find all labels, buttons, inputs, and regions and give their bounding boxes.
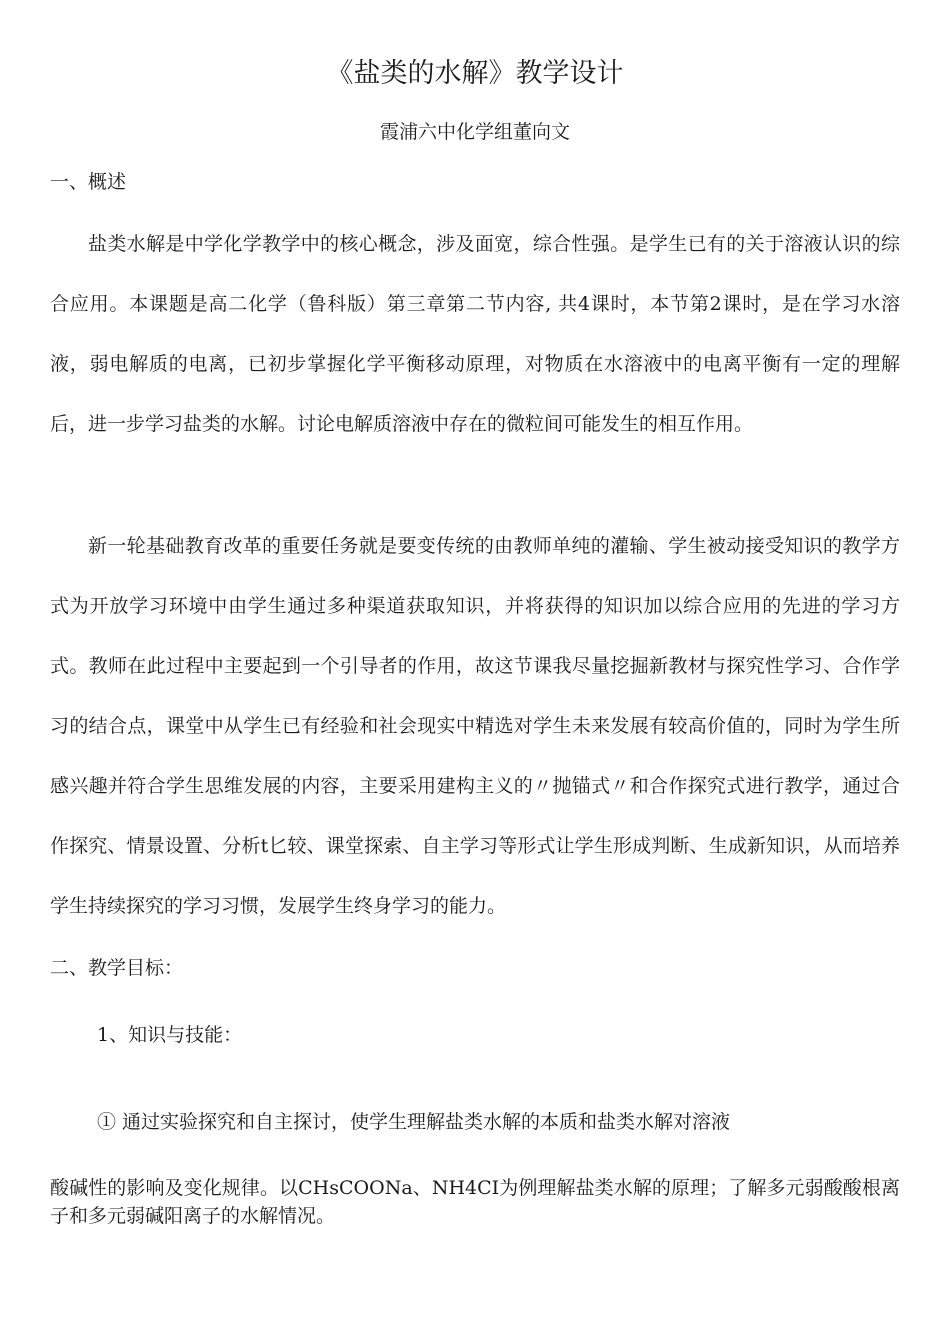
goal-subheading-knowledge: 1、知识与技能： bbox=[97, 1024, 243, 1046]
document-author: 霞浦六中化学组董向文 bbox=[379, 121, 570, 143]
document-title: 《盐类的水解》教学设计 bbox=[326, 58, 624, 89]
section-heading-overview: 一、概述 bbox=[50, 171, 127, 193]
goal-item-1-first-line: ① 通过实验探究和自主探讨，使学生理解盐类水解的本质和盐类水解对溶液 bbox=[97, 1111, 731, 1133]
overview-paragraph-2: 新一轮基础教育改革的重要任务就是要变传统的由教师单纯的灌输、学生被动接受知识的教学方式为开放学习环境中由学生通过多种渠道获取知识，并将获得的知识加以综合应用的先进的学习方式。教师在此过程中主要起到一个引导者的作用，故这节课我尽量挖掘新教材与探究性学习、合作学习的结合点，课堂中从学生已有经验和社会现实中精选对学生未来发展有较高价值的，同时为学生所感兴趣并符合学生思维发展的内容，主要采用建构主义的〃抛锚式〃和合作探究式进行教学，通过合作探究、情景设置、分析t匕较、课堂探索、自主学习等形式让学生形成判断、生成新知识，从而培养学生持续探究的学习习惯，发展学生终身学习的能力。 bbox=[50, 535, 900, 917]
overview-paragraph-1: 盐类水解是中学化学教学中的核心概念，涉及面宽，综合性强。是学生已有的关于溶液认识的综合应用。本课题是高二化学（鲁科版）第三章第二节内容, 共4课时，本节第2课时，是在学习水溶液，弱电解质的电离，已初步掌握化学平衡移动原理，对物质在水溶液中的电离平衡有一定的理解后，进一步学习盐类的水解。讨论电解质溶液中存在的微粒间可能发生的相互作用。 bbox=[50, 233, 900, 435]
goal-item-1-continuation: 酸碱性的影响及变化规律。以CHsCOONa、NH4CI为例理解盐类水解的原理；了解多元弱酸酸根离子和多元弱碱阳离子的水解情况。 bbox=[50, 1177, 900, 1227]
section-heading-goals: 二、教学目标： bbox=[50, 957, 184, 979]
